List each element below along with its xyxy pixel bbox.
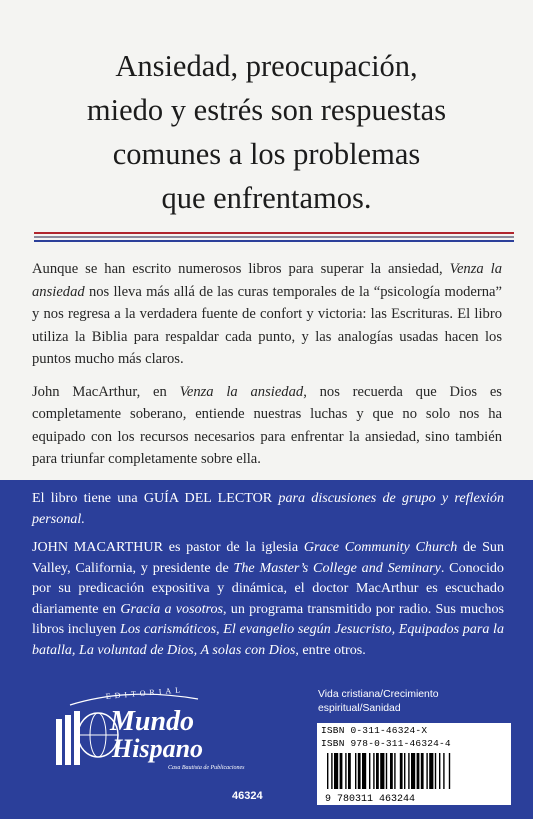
book-title: Venza la ansiedad (32, 261, 503, 300)
description-paragraph-1: Aunque se han escrito numerosos libros para superar la ansiedad, Venza la ansiedad nos lleva más allá de las curas temporales de la “psicología moderna” y nos regresa a la verdadera fuente de confort y victoria: las Escrituras. El libro utiliza la Biblia para respaldar cada punto, y las analogías usadas hacen los puntos mucho más claros. (32, 261, 503, 367)
barcode (323, 753, 505, 803)
barcode-bar (362, 753, 366, 789)
description (32, 258, 502, 481)
decorative-rules (34, 232, 514, 244)
publisher-logo (48, 685, 298, 775)
barcode-bar (404, 753, 405, 789)
logo-arc-text: EDITORIAL (105, 685, 185, 701)
headline-line: que enfrentamos. (161, 181, 372, 215)
barcode-bar (435, 753, 436, 789)
headline-line: comunes a los problemas (112, 137, 421, 171)
barcode-bar (417, 753, 420, 789)
barcode-bar (426, 753, 427, 789)
barcode-box (317, 723, 511, 805)
barcode-bar (331, 753, 332, 789)
barcode-bar (390, 753, 393, 789)
gray-rule (34, 236, 514, 238)
description-paragraph-2: John MacArthur, en Venza la ansiedad, nos recuerda que Dios es completamente soberano, entiende nuestras luchas y que no solo nos ha equipado con los recursos necesarios para enfrentar la ansiedad, sino también para triunfar completamente sobre ella. (32, 383, 502, 467)
barcode-bar (327, 753, 328, 789)
barcode-bar (394, 753, 395, 789)
headline-line: Ansiedad, preocupación, (115, 49, 418, 83)
barcode-bar (369, 753, 370, 789)
isbn-13: ISBN 978-0-311-46324-4 (321, 738, 451, 749)
barcode-bar (355, 753, 356, 789)
barcode-bar (411, 753, 415, 789)
author-info (32, 488, 504, 668)
blue-rule (34, 240, 514, 242)
barcode-bar (429, 753, 433, 789)
barcode-bar (358, 753, 361, 789)
barcode-digits: 9 780311 463244 (325, 794, 416, 803)
barcode-bar (449, 753, 450, 789)
barcode-bar (376, 753, 379, 789)
red-rule (34, 232, 514, 234)
barcode-bar (439, 753, 440, 789)
logo-word-1: Mundo (110, 706, 195, 737)
barcode-bar (345, 753, 346, 789)
barcode-bar (421, 753, 424, 789)
barcode-bar (373, 753, 374, 789)
barcode-bar (348, 753, 351, 789)
author-bio: JOHN MACARTHUR es pastor de la iglesia Grace Community Church de Sun Valley, California, y presidente de The Master’s College and Seminary. Conocido por su predicación expositiva y dinámica, el doctor MacArthur es escuchado diariamente en Gracia a vosotros, un programa transmitido por radio. Sus muchos libros incluyen Los carismáticos, El evangelio según Jesucristo, Equipados para la batalla, La voluntad de Dios, A solas con Dios, entre otros. (32, 539, 505, 658)
barcode-bar (408, 753, 409, 789)
product-code: 46324 (232, 790, 263, 802)
barcode-bar (400, 753, 403, 789)
headline (30, 44, 503, 220)
logo-tagline: Casa Bautista de Publicaciones (168, 765, 245, 771)
barcode-bar (380, 753, 384, 789)
guide-note: El libro tiene una GUÍA DEL LECTOR para discusiones de grupo y reflexión personal. (32, 490, 504, 527)
barcode-bar (334, 753, 338, 789)
barcode-bar (443, 753, 444, 789)
isbn-10: ISBN 0-311-46324-X (321, 725, 428, 736)
logo-mark (56, 719, 62, 765)
barcode-bar (340, 753, 343, 789)
logo-word-2: Hispano (112, 734, 204, 763)
book-title: Venza la ansiedad (179, 383, 304, 400)
category-label: Vida cristiana/Crecimiento espiritual/Sanidad (318, 689, 439, 714)
barcode-bar (386, 753, 387, 789)
headline-line: miedo y estrés son respuestas (86, 93, 447, 127)
